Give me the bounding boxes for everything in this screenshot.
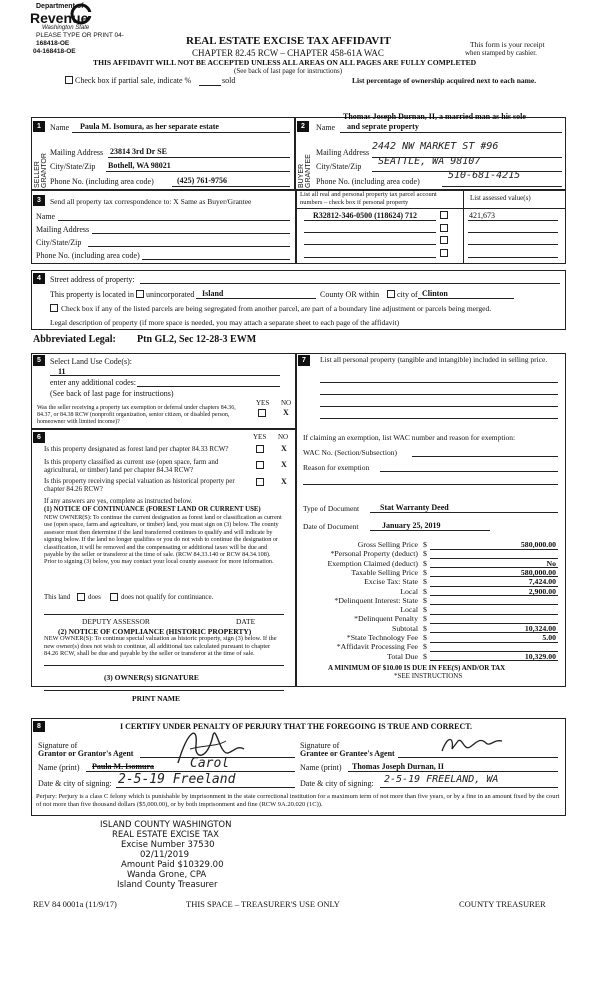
tax-row-label: Local <box>400 586 418 596</box>
notice-continuance-body: NEW OWNER(S): To continue the current designation as forest land or classification as current use (open space, farm and agriculture, or timber) land, you must sign on (3) below. The county assessor must then determine if the land transferred continues to qualify and will indicate by signing below. If the land no longer qualifies or you do not wish to continue the designation or classification, it will be removed and the compensating or additional taxes will be due and payable by the seller or transferor at the time of sale. (RCW 84.33.140 or RCW 84.34.108). Prior to signing (3) below, you may contact your local county assessor for more information. <box>44 514 282 566</box>
seller-name[interactable]: Paula M. Isomura, as her separate estate <box>80 122 219 131</box>
seller-name-label: Name <box>50 123 70 132</box>
land-use-code[interactable]: 11 <box>58 367 66 376</box>
personal-property-checkbox-4[interactable] <box>440 249 448 257</box>
footer-center: THIS SPACE – TREASURER'S USE ONLY <box>186 899 340 909</box>
tax-row-underline <box>430 614 558 615</box>
stamp-line-7: Island County Treasurer <box>117 880 218 890</box>
does-qualify-checkbox[interactable] <box>77 593 85 601</box>
deputy-date-label: DATE <box>236 617 256 626</box>
additional-codes-label: enter any additional codes: <box>50 378 136 387</box>
tax-row-label: *Affidavit Processing Fee <box>336 642 418 652</box>
see-instructions-note: *SEE INSTRUCTIONS <box>394 672 463 680</box>
land-use-label: Select Land Use Code(s): <box>50 357 132 366</box>
stamp-line-6: Wanda Grone, CPA <box>127 870 207 880</box>
abbreviated-legal-label: Abbreviated Legal: <box>33 334 116 345</box>
forest-question: Is this property designated as forest land per chapter 84.33 RCW? <box>44 445 229 453</box>
certify-statement: I CERTIFY UNDER PENALTY OF PERJURY THAT THE FOREGOING IS TRUE AND CORRECT. <box>120 722 473 731</box>
buyer-name-line-2[interactable]: and seprate property <box>347 122 419 131</box>
section-5-number: 5 <box>33 355 45 366</box>
percentage-note: List percentage of ownership acquired next to each name. <box>352 76 537 85</box>
print-name-label: PRINT NAME <box>132 694 180 703</box>
section-7-number: 7 <box>298 355 310 366</box>
tax-row-value[interactable]: 7,424.00 <box>528 577 556 587</box>
exemption-question: Was the seller receiving a property tax exemption or deferral under chapters 84.36, 84.37, or 84.38 RCW (nonprofit organization, senior citizen, or disabled person, homeowner with limited income)? <box>37 405 236 425</box>
notice-compliance-title: (2) NOTICE OF COMPLIANCE (HISTORIC PROPERTY) <box>58 627 252 636</box>
historic-question: Is this property receiving special valuation as historical property per chapter 84.26 RCW? <box>44 477 235 493</box>
exemption-yes-checkbox[interactable] <box>258 409 266 417</box>
current-use-question: Is this property classified as current use (open space, farm and agricultural, or timber) land per chapter 84.34 RCW? <box>44 458 219 474</box>
tax-row-underline <box>430 660 558 661</box>
please-type: PLEASE TYPE OR PRINT 04- <box>36 32 124 39</box>
this-land-label: This land <box>44 593 71 601</box>
section-2-number: 2 <box>297 121 309 132</box>
if-yes-note: If any answers are yes, complete as instructed below. <box>44 497 193 505</box>
assessed-header: List assessed value(s) <box>470 194 531 202</box>
city-of-label: city of <box>397 290 418 299</box>
exemption-claim-label: If claiming an exemption, list WAC number and reason for exemption: <box>303 433 516 442</box>
tax-row-label: Subtotal <box>392 623 418 633</box>
receipt-note-1: This form is your receipt <box>470 40 545 49</box>
tax-row-label: Gross Selling Price <box>357 540 418 549</box>
doc-date-label: Date of Document <box>303 522 359 531</box>
corr-city-label: City/State/Zip <box>36 238 82 247</box>
tax-row-dollar: $ <box>423 642 427 652</box>
section-3-number: 3 <box>33 195 45 206</box>
doc-date[interactable]: January 25, 2019 <box>382 521 441 530</box>
stamp-line-4: 02/11/2019 <box>140 850 189 860</box>
land-use-no-header: NO <box>281 399 292 407</box>
logo-dept: Department of <box>36 3 84 10</box>
tax-row-value[interactable]: 5.00 <box>542 633 556 642</box>
buyer-side-label: BUYER GRANTEE <box>298 154 312 188</box>
stamp-line-3: Excise Number 37530 <box>121 840 215 850</box>
grantor-sig-label-1: Signature of <box>38 741 78 750</box>
tax-row-label: Taxable Selling Price <box>351 567 418 577</box>
footer-right: COUNTY TREASURER <box>459 899 546 909</box>
tax-row-label: Local <box>400 605 418 615</box>
grantee-name-label: Name (print) <box>300 763 342 772</box>
section-6-number: 6 <box>33 432 45 443</box>
tax-row-underline <box>430 595 558 596</box>
deputy-assessor-label: DEPUTY ASSESSOR <box>82 617 150 626</box>
sold-label: sold <box>222 76 236 85</box>
tax-row-label: *Delinquent Interest: State <box>334 595 418 605</box>
tax-row-underline <box>430 558 558 559</box>
grantor-handwritten-name[interactable]: Carol <box>190 756 230 771</box>
section-1-number: 1 <box>33 121 45 132</box>
tax-row-label: Exemption Claimed (deduct) <box>327 558 418 568</box>
tax-row-dollar: $ <box>423 540 427 549</box>
grantor-date-city[interactable]: 2-5-19 Freeland <box>118 772 236 787</box>
corr-mailing-label: Mailing Address <box>36 225 90 234</box>
tax-row-value[interactable]: No <box>546 558 556 568</box>
grantee-date-city[interactable]: 2-5-19 FREELAND, WA <box>384 774 499 785</box>
logo-revenue: Revenue <box>30 10 89 26</box>
seller-phone[interactable]: (425) 761-9756 <box>177 176 227 185</box>
grantee-print-name[interactable]: Thomas Joseph Durnan, II <box>352 762 445 771</box>
stamp-line-1: ISLAND COUNTY WASHINGTON <box>100 820 232 830</box>
owner-signature-label: (3) OWNER(S) SIGNATURE <box>104 673 199 682</box>
parcel-number[interactable]: R32812-346-0500 (118624) 712 <box>313 211 417 220</box>
tax-row-underline <box>430 549 558 550</box>
grantee-date-label: Date & city of signing: <box>300 779 374 788</box>
tax-row-dollar: $ <box>423 577 427 587</box>
tax-row-label: *State Technology Fee <box>346 633 418 642</box>
notice-compliance-body: NEW OWNER(S): To continue special valuation as historic property, sign (3) below. If the new owner(s) does not wish to continue, all additional tax calculated pursuant to chapter 84.26 RCW, shall be due and payable by the seller or transferor at the time of sale. <box>44 635 277 658</box>
logo-state: Washington State <box>42 25 90 31</box>
partial-sale-label: Check box if partial sale, indicate % <box>75 76 192 85</box>
perjury-note: Perjury: Perjury is a class C felony which is punishable by imprisonment in the state correctional institution for a maximum term of not more than five years, or by a fine in an amount fixed by the court of not more than five thousand dollars ($5,000.00), or by both imprisonment and fine (RCW 9A.20.020 (1C)). <box>36 793 560 808</box>
historic-yes-checkbox[interactable] <box>256 478 264 486</box>
tax-row-value[interactable]: 2,900.00 <box>528 586 556 596</box>
city-checkbox[interactable] <box>387 290 395 298</box>
seller-mailing[interactable]: 23814 3rd Dr SE <box>110 147 167 156</box>
segregation-label: Check box if any of the listed parcels are being segregated from another parcel, are part of a boundary line adjustment or parcels being merged. <box>61 304 492 313</box>
section-8-number: 8 <box>33 721 45 732</box>
grantee-signature-icon[interactable] <box>438 733 508 757</box>
does-not-label: does not qualify for continuance. <box>121 593 214 601</box>
buyer-name-label: Name <box>316 123 336 132</box>
stamp-line-2: REAL ESTATE EXCISE TAX <box>112 830 219 840</box>
tax-row-label: Total Due <box>387 651 418 661</box>
grantor-print-name[interactable]: Paula M. Isomura <box>92 762 154 771</box>
street-label: Street address of property: <box>50 275 135 284</box>
city-name[interactable]: Clinton <box>422 289 448 298</box>
tax-row-dollar: $ <box>423 651 427 661</box>
buyer-mailing[interactable]: 2442 NW MARKET ST #96 <box>372 141 499 152</box>
see-back-note: (See back of last page for instructions) <box>234 67 343 75</box>
forest-no-answer[interactable]: X <box>281 444 287 453</box>
tax-row-dollar: $ <box>423 595 427 605</box>
legal-desc-label: Legal description of property (if more space is needed, you may attach a separate sheet to each page of the affidavit) <box>50 318 400 327</box>
forest-yes-checkbox[interactable] <box>256 445 264 453</box>
grantee-sig-label-1: Signature of <box>300 741 340 750</box>
tax-row-dollar: $ <box>423 567 427 577</box>
personal-property-label: List all personal property (tangible and intangible) included in selling price. <box>320 355 548 364</box>
buyer-city-label: City/State/Zip <box>316 162 362 171</box>
personal-property-checkbox-1[interactable] <box>440 211 448 219</box>
county-or-label: County OR within <box>320 290 380 299</box>
personal-property-checkbox-3[interactable] <box>440 236 448 244</box>
tax-row-underline <box>430 604 558 605</box>
tax-row-value[interactable]: 580,000.00 <box>520 567 556 577</box>
seller-city[interactable]: Bothell, WA 98021 <box>108 161 171 170</box>
stamp-line-5: Amount Paid $10329.00 <box>121 860 224 870</box>
section-7-box <box>296 353 566 687</box>
tax-row-dollar: $ <box>423 633 427 642</box>
tax-row-label: *Personal Property (deduct) <box>330 549 418 559</box>
tax-row-underline <box>430 642 558 643</box>
tax-row-label: *Delinquent Penalty <box>354 614 418 624</box>
tax-row-value[interactable]: 10,324.00 <box>524 623 556 633</box>
tax-row-dollar: $ <box>423 586 427 596</box>
seller-mailing-label: Mailing Address <box>50 148 104 157</box>
buyer-phone[interactable]: 510-681-4215 <box>448 170 521 181</box>
doc-type-label: Type of Document <box>303 504 360 513</box>
form-subtitle: CHAPTER 82.45 RCW – CHAPTER 458-61A WAC <box>192 48 384 58</box>
located-label: This property is located in <box>50 290 134 299</box>
tax-row-value[interactable]: 10,329.00 <box>524 651 556 661</box>
notice-continuance-title: (1) NOTICE OF CONTINUANCE (FOREST LAND OR CURRENT USE) <box>44 506 261 513</box>
exemption-no-answer[interactable]: X <box>283 408 289 417</box>
land-use-see-back: (See back of last page for instructions) <box>50 389 174 398</box>
form-warning: THIS AFFIDAVIT WILL NOT BE ACCEPTED UNLESS ALL AREAS ON ALL PAGES ARE FULLY COMPLETED <box>93 58 477 67</box>
reason-label: Reason for exemption <box>303 463 370 472</box>
does-not-qualify-checkbox[interactable] <box>110 593 118 601</box>
does-label: does <box>88 593 101 601</box>
grantee-sig-label-2: Grantee or Grantee's Agent <box>300 749 395 758</box>
buyer-city[interactable]: SEATTLE, WA 98107 <box>378 156 481 167</box>
s6-no-header: NO <box>278 433 289 441</box>
form-title: REAL ESTATE EXCISE TAX AFFIDAVIT <box>186 35 391 47</box>
corr-name-label: Name <box>36 212 56 221</box>
tax-row-dollar: $ <box>423 623 427 633</box>
land-use-yes-header: YES <box>256 399 270 407</box>
wac-label: WAC No. (Section/Subsection) <box>303 448 397 457</box>
partial-sale-checkbox[interactable] <box>65 76 73 84</box>
tax-row-underline <box>430 632 558 633</box>
s6-yes-header: YES <box>253 433 267 441</box>
buyer-name-line-1[interactable]: Thomas Joseph Durnan, II, a married man as his sole <box>343 112 526 121</box>
tax-row-value[interactable]: 580,000.00 <box>520 540 556 549</box>
form-id-2: 04-168418-OE <box>33 48 76 55</box>
seller-side-label: SELLER GRANTOR <box>34 153 48 188</box>
current-use-no-answer[interactable]: X <box>281 460 287 469</box>
seller-city-label: City/State/Zip <box>50 162 96 171</box>
corr-phone-label: Phone No. (including area code) <box>36 251 140 260</box>
section-4-number: 4 <box>33 273 45 284</box>
current-use-yes-checkbox[interactable] <box>256 461 264 469</box>
personal-property-checkbox-2[interactable] <box>440 224 448 232</box>
grantor-sig-label-2: Grantor or Grantor's Agent <box>38 749 134 758</box>
seller-phone-label: Phone No. (including area code) <box>50 177 154 186</box>
buyer-mailing-label: Mailing Address <box>316 148 370 157</box>
unincorporated-label: unincorporated <box>146 290 195 299</box>
buyer-phone-label: Phone No. (including area code) <box>316 177 420 186</box>
abbreviated-legal[interactable]: Ptn GL2, Sec 12-28-3 EWM <box>137 334 257 345</box>
receipt-note-2: when stamped by cashier. <box>465 49 537 57</box>
grantor-name-label: Name (print) <box>38 763 80 772</box>
grantor-date-label: Date & city of signing: <box>38 779 112 788</box>
segregation-checkbox[interactable] <box>50 304 58 312</box>
county-name[interactable]: Island <box>202 289 224 298</box>
tax-row-dollar: $ <box>423 614 427 624</box>
tax-row-dollar: $ <box>423 549 427 559</box>
minimum-due-note: A MINIMUM OF $10.00 IS DUE IN FEE(S) AND/OR TAX <box>328 664 506 672</box>
footer-rev: REV 84 0001a (11/9/17) <box>33 899 117 909</box>
assessed-value[interactable]: 421,673 <box>469 211 495 220</box>
tax-row-dollar: $ <box>423 558 427 568</box>
form-id-1: 168418-OE <box>36 40 70 47</box>
tax-row-label: Excise Tax: State <box>364 577 418 587</box>
doc-type[interactable]: Stat Warranty Deed <box>380 503 449 512</box>
unincorporated-checkbox[interactable] <box>136 290 144 298</box>
tax-row-dollar: $ <box>423 605 427 615</box>
correspondence-label: Send all property tax correspondence to: X Same as Buyer/Grantee <box>50 197 252 206</box>
parcel-header: List all real and personal property tax parcel account numbers – check box if personal property <box>300 191 437 206</box>
historic-no-answer[interactable]: X <box>281 477 287 486</box>
